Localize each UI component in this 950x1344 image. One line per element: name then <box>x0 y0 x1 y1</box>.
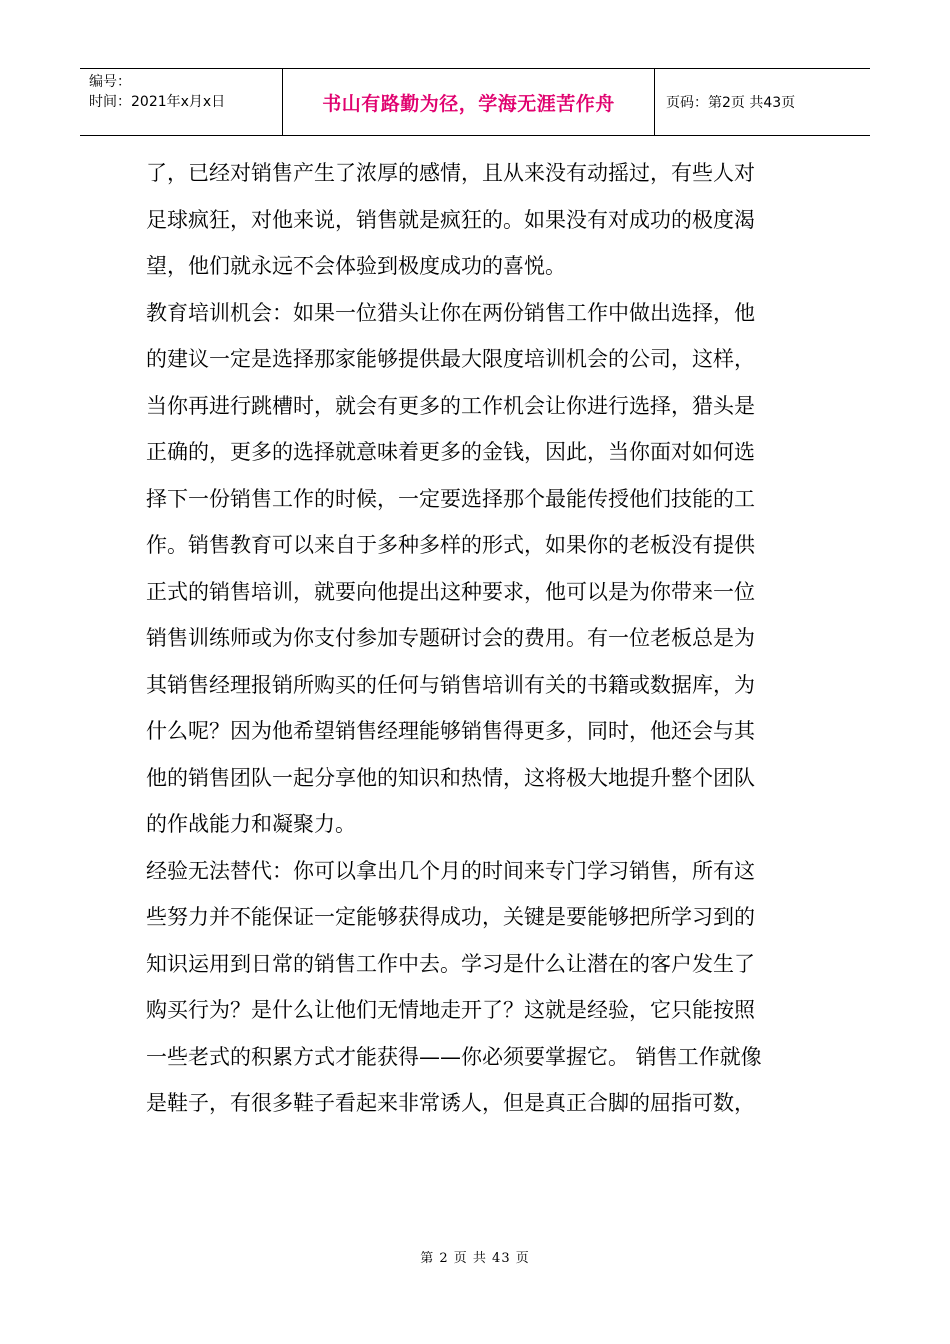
body-line: 其销售经理报销所购买的任何与销售培训有关的书籍或数据库，为 <box>146 672 755 697</box>
body-line: 的建议一定是选择那家能够提供最大限度培训机会的公司，这样， <box>146 347 755 371</box>
body-line: 了，已经对销售产生了浓厚的感情，且从来没有动摇过，有些人对 <box>146 161 755 185</box>
page-header <box>80 68 870 136</box>
body-line: 择下一份销售工作的时候，一定要选择那个最能传授他们技能的工 <box>146 486 755 511</box>
page-footer: 第 2 页 共 43 页 <box>420 1251 530 1266</box>
body-line: 正式的销售培训，就要向他提出这种要求，他可以是为你带来一位 <box>146 579 755 604</box>
body-line: 经验无法替代：你可以拿出几个月的时间来专门学习销售，所有这 <box>146 858 755 883</box>
body-line: 销售训练师或为你支付参加专题研讨会的费用。有一位老板总是为 <box>146 626 755 650</box>
document-number-label: 编号： <box>89 74 131 90</box>
body-line: 的作战能力和凝聚力。 <box>146 812 356 836</box>
body-line: 正确的，更多的选择就意味着更多的金钱，因此，当你面对如何选 <box>146 440 755 464</box>
body-line: 知识运用到日常的销售工作中去。学习是什么让潜在的客户发生了 <box>146 951 755 976</box>
body-line: 些努力并不能保证一定能够获得成功，关键是要能够把所学习到的 <box>146 905 755 929</box>
body-line: 教育培训机会：如果一位猎头让你在两份销售工作中做出选择，他 <box>146 300 755 325</box>
header-meta-cell <box>80 69 283 135</box>
body-line: 足球疯狂，对他来说，销售就是疯狂的。如果没有对成功的极度渴 <box>146 207 755 232</box>
body-line: 当你再进行跳槽时，就会有更多的工作机会让你进行选择，猎头是 <box>146 393 755 418</box>
body-line: 望，他们就永远不会体验到极度成功的喜悦。 <box>146 254 566 278</box>
body-line: 他的销售团队一起分享他的知识和热情，这将极大地提升整个团队 <box>146 765 755 790</box>
body-line: 购买行为？是什么让他们无情地走开了？这就是经验，它只能按照 <box>146 998 755 1022</box>
body-line: 作。销售教育可以来自于多种多样的形式，如果你的老板没有提供 <box>146 533 755 557</box>
document-body <box>146 150 808 1127</box>
header-page-info: 页码：第2页 共43页 <box>666 95 796 111</box>
body-line: 什么呢？因为他希望销售经理能够销售得更多，同时，他还会与其 <box>146 719 755 743</box>
document-date-label: 时间：2021年x月x日 <box>89 94 226 110</box>
body-line: 一些老式的积累方式才能获得——你必须要掌握它。 销售工作就像 <box>146 1044 762 1069</box>
header-motto: 书山有路勤为径，学海无涯苦作舟 <box>283 69 655 135</box>
body-line: 是鞋子，有很多鞋子看起来非常诱人，但是真正合脚的屈指可数， <box>146 1091 755 1115</box>
